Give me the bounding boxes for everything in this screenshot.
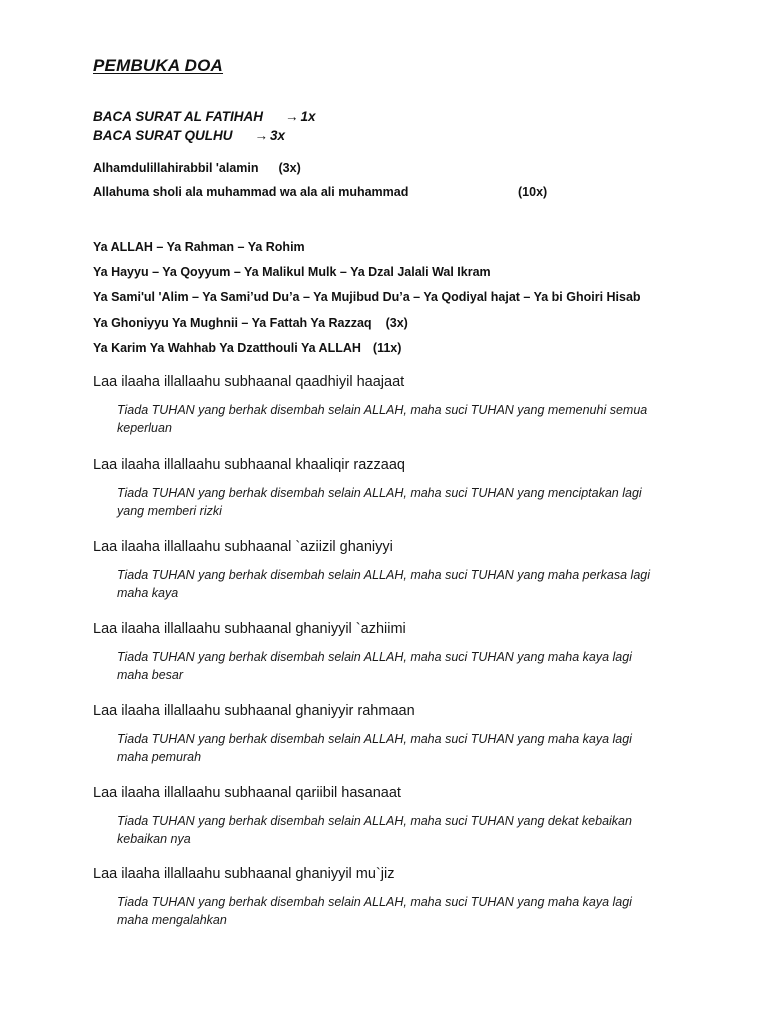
zikir-arabic: Laa ilaaha illallaahu subhaanal khaaliqir razzaaq — [93, 457, 405, 473]
line-text: Ya Hayyu – Ya Qoyyum – Ya Malikul Mulk – Ya Dzal Jalali Wal Ikram — [93, 265, 491, 279]
meaning-line: maha besar — [117, 668, 184, 682]
instruction-text: BACA SURAT QULHU — [93, 128, 233, 143]
zikir-meaning — [117, 401, 717, 437]
zikir-arabic: Laa ilaaha illallaahu subhaanal ghaniyyir rahmaan — [93, 703, 415, 719]
instruction-qulhu — [93, 128, 285, 143]
line-count: (3x) — [278, 161, 301, 175]
meaning-line: Tiada TUHAN yang berhak disembah selain ALLAH, maha suci TUHAN yang maha kaya lagi — [117, 895, 632, 909]
line-count: (3x) — [385, 316, 408, 330]
asma-line — [93, 316, 408, 330]
line-text: Ya ALLAH – Ya Rahman – Ya Rohim — [93, 240, 305, 254]
zikir-arabic: Laa ilaaha illallaahu subhaanal ghaniyyil mu`jiz — [93, 866, 395, 882]
document-title: PEMBUKA DOA — [93, 56, 224, 75]
zikir-meaning — [117, 484, 717, 520]
meaning-line: keperluan — [117, 421, 172, 435]
meaning-line: Tiada TUHAN yang berhak disembah selain ALLAH, maha suci TUHAN yang maha kaya lagi — [117, 650, 632, 664]
asma-line — [93, 265, 491, 279]
instruction-fatihah — [93, 109, 316, 124]
instruction-count: 1x — [300, 109, 316, 124]
zikir-arabic: Laa ilaaha illallaahu subhaanal `aziizil ghaniyyi — [93, 539, 393, 555]
zikir-arabic: Laa ilaaha illallaahu subhaanal qaadhiyil haajaat — [93, 374, 405, 390]
arrow-right-icon: → — [254, 128, 268, 143]
zikir-meaning — [117, 893, 717, 929]
asma-line — [93, 290, 641, 304]
arrow-right-icon: → — [285, 109, 299, 124]
meaning-line: maha mengalahkan — [117, 913, 227, 927]
zikir-meaning — [117, 648, 717, 684]
meaning-line: Tiada TUHAN yang berhak disembah selain ALLAH, maha suci TUHAN yang menciptakan lagi — [117, 486, 642, 500]
meaning-line: Tiada TUHAN yang berhak disembah selain ALLAH, maha suci TUHAN yang maha perkasa lagi — [117, 568, 651, 582]
opening-line-hamdalah — [93, 161, 301, 175]
line-text: Ya Sami'ul 'Alim – Ya Sami’ud Du’a – Ya Mujibud Du’a – Ya Qodiyal hajat – Ya bi Ghoiri Hisab — [93, 290, 641, 304]
opening-line-sholawat — [93, 185, 553, 199]
zikir-arabic: Laa ilaaha illallaahu subhaanal ghaniyyil `azhiimi — [93, 621, 406, 637]
line-text: Ya Ghoniyyu Ya Mughnii – Ya Fattah Ya Razzaq — [93, 316, 372, 330]
asma-line — [93, 240, 305, 254]
meaning-line: yang memberi rizki — [117, 504, 222, 518]
meaning-line: kebaikan nya — [117, 832, 191, 846]
line-count: (11x) — [372, 341, 402, 355]
zikir-arabic: Laa ilaaha illallaahu subhaanal qariibil hasanaat — [93, 785, 401, 801]
line-text: Allahuma sholi ala muhammad wa ala ali muhammad — [93, 185, 409, 199]
meaning-line: maha pemurah — [117, 750, 202, 764]
zikir-meaning — [117, 730, 717, 766]
asma-line — [93, 341, 401, 355]
zikir-meaning — [117, 812, 717, 848]
line-count: (10x) — [518, 185, 548, 199]
line-text: Ya Karim Ya Wahhab Ya Dzatthouli Ya ALLAH — [93, 341, 361, 355]
instruction-count: 3x — [270, 128, 286, 143]
meaning-line: Tiada TUHAN yang berhak disembah selain ALLAH, maha suci TUHAN yang dekat kebaikan — [117, 814, 632, 828]
meaning-line: maha kaya — [117, 586, 179, 600]
meaning-line: Tiada TUHAN yang berhak disembah selain ALLAH, maha suci TUHAN yang maha kaya lagi — [117, 732, 632, 746]
line-text: Alhamdulillahirabbil 'alamin — [93, 161, 259, 175]
instruction-text: BACA SURAT AL FATIHAH — [93, 109, 263, 124]
meaning-line: Tiada TUHAN yang berhak disembah selain ALLAH, maha suci TUHAN yang memenuhi semua — [117, 403, 648, 417]
zikir-meaning — [117, 566, 717, 602]
